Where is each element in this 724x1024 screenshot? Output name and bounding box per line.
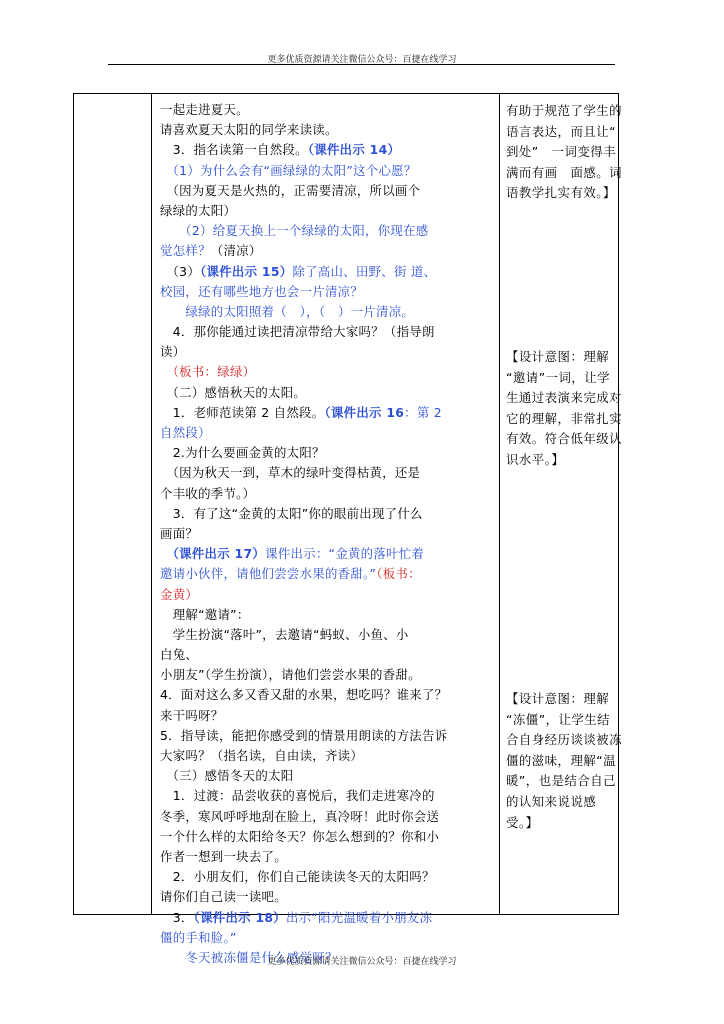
teaching-process-column (160, 100, 496, 968)
text-line: 来干吗呀？ (160, 707, 224, 723)
text-line: 冬季，寒风呼呼地刮在脸上，真冷呀！此时你会送 (160, 808, 440, 824)
text-line: 学生扮演“落叶”，去邀请“蚂蚁、小鱼、小 (160, 626, 409, 642)
text-span: （3） (160, 263, 201, 279)
text-line: 小朋友”（学生扮演），请他们尝尝水果的香甜。 (160, 667, 421, 683)
text-span: 觉怎样？ (160, 243, 211, 259)
note-line: 【设计意图：理解 (506, 691, 610, 706)
note-line: “冻僵”，让学生结 (506, 711, 611, 727)
note-line: 【设计意图：理解 (506, 349, 610, 364)
note-line: 暖”，也是结合自己 (506, 773, 617, 789)
page-footer: 更多优质资源请关注微信公众号：百捷在线学习 (267, 957, 457, 967)
note-line: 生通过表演来完成对 (506, 390, 623, 406)
courseware-tag: （课件出示 16 (324, 404, 405, 420)
text-line: 5．指导读，能把你感受到的情景用朗读的方法告诉 (160, 727, 448, 743)
text-line: 个丰收的季节。） (160, 485, 256, 501)
courseware-tag: （课件出示 15） (200, 263, 293, 279)
note-line: 的认知来说说感 (506, 793, 597, 809)
text-line: 大家吗？（指名读，自由读，齐读） (160, 748, 364, 763)
text-span: 3． (160, 909, 194, 925)
text-line: 冬天被冻僵是什么感觉呀？ (160, 949, 338, 965)
text-line: 绿绿的太阳） (160, 202, 237, 218)
text-line: （二）感悟秋天的太阳。 (160, 384, 307, 400)
text-line: 4．面对这么多又香又甜的水果，想吃吗？谁来了？ (160, 687, 448, 703)
text-line: 自然段） (160, 425, 211, 440)
text-span: 课件出示：“金黄的落叶忙着 (265, 546, 425, 562)
courseware-tag: （课件出示 17） (160, 546, 266, 562)
text-line (160, 403, 496, 423)
text-span: 除了高山、田野、街 道、 (292, 263, 437, 279)
design-note-3 (506, 689, 623, 833)
column-divider-right (499, 94, 500, 914)
text-line: 一起走进夏天。 (160, 102, 249, 117)
note-line: 到处” 一词变得丰 (506, 144, 617, 160)
text-line (160, 140, 496, 160)
text-line: 3．有了这“金黄的太阳”你的眼前出现了什么 (160, 505, 423, 521)
text-line: 2.为什么要画金黄的太阳？ (160, 445, 325, 461)
text-span: 邀请小伙伴，请他们尝尝水果的香甜。” (160, 566, 377, 582)
board-note: （板书： (376, 566, 421, 582)
header-rule (108, 64, 615, 65)
text-line (160, 564, 496, 584)
design-note-2 (506, 347, 623, 471)
text-line: 绿绿的太阳照着（ ），（ ）一片清凉。 (160, 303, 415, 319)
note-line: 有助于规范了学生的 (506, 103, 623, 118)
note-line: 满而有画 面感。词 (506, 164, 623, 180)
courseware-tag: （课件出示 18） (193, 909, 286, 925)
note-line: 识水平。】 (506, 451, 565, 467)
text-line: 读） (160, 344, 186, 360)
text-line: 2．小朋友们，你们自己能读读冬天的太阳吗？ (160, 869, 435, 885)
note-line: 僵的滋味，理解“温 (506, 752, 617, 768)
note-line: 有效。符合低年级认 (506, 431, 623, 447)
text-line (160, 262, 496, 282)
text-line: （1）为什么会有“画绿绿的太阳”这个心愿？ (160, 162, 417, 178)
text-line: 僵的手和脸。” (160, 929, 237, 945)
board-note: 金黄） (160, 586, 199, 602)
page-header: 更多优质资源请关注微信公众号：百捷在线学习 (267, 55, 457, 65)
text-span: 1．老师范读第 2 自然段。 (160, 404, 325, 420)
text-line: 4．那你能通过读把清凉带给大家吗？（指导朗 (160, 324, 435, 340)
text-line: （因为秋天一到，草木的绿叶变得枯黄，还是 (160, 465, 421, 481)
text-line: 1．过渡：品尝收获的喜悦后，我们走进寒冷的 (160, 788, 435, 804)
note-line: 合自身经历谈谈被冻 (506, 732, 623, 748)
note-line: “邀请”一词，让学 (506, 369, 611, 385)
text-span: ：第 2 (404, 404, 442, 420)
text-line: 理解“邀请”： (160, 606, 250, 622)
board-note: （板书：绿绿） (160, 364, 256, 380)
text-line: 一个什么样的太阳给冬天？你怎么想到的？你和小 (160, 828, 440, 844)
note-line: 它的理解，非常扎实 (506, 410, 623, 426)
design-note-1 (506, 101, 623, 204)
text-line: 请你们自己读一读吧。 (160, 889, 287, 905)
text-line: （三）感悟冬天的太阳 (160, 768, 294, 784)
note-line: 语言表达，而且让“ (506, 123, 617, 139)
text-line: 白兔、 (160, 647, 199, 663)
courseware-tag: （课件出示 14） (307, 142, 401, 158)
text-span: 3．指名读第一自然段。 (160, 142, 308, 158)
text-line: 作者一想到一块去了。 (160, 848, 287, 864)
column-divider-left (151, 94, 152, 914)
text-span: （清凉） (210, 243, 262, 259)
text-line: 画面？ (160, 525, 199, 541)
text-line: 校园，还有哪些地方也会一片清凉？ (160, 283, 364, 299)
text-line (160, 544, 496, 564)
note-line: 受。】 (506, 814, 539, 830)
text-span: 出示“阳光温暖着小朋友冻 (285, 909, 433, 925)
text-line (160, 241, 496, 261)
text-line (160, 908, 496, 928)
text-line: 请喜欢夏天太阳的同学来读读。 (160, 122, 338, 138)
note-line: 语教学扎实有效。】 (506, 185, 616, 201)
text-line: （因为夏天是火热的，正需要清凉，所以画个 (160, 182, 421, 198)
text-line: （2）给夏天换上一个绿绿的太阳，你现在感 (160, 223, 429, 239)
